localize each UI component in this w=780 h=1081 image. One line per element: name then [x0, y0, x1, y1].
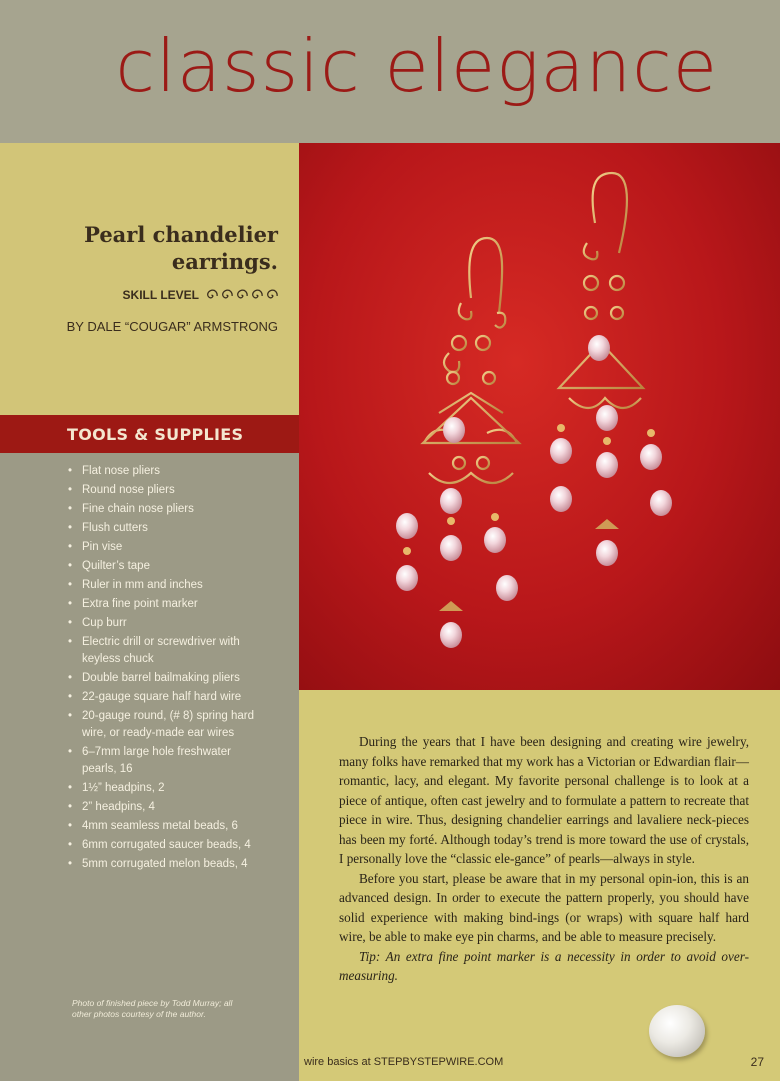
page-title: classic elegance [115, 24, 718, 108]
list-item: • Quilter’s tape [68, 558, 258, 575]
list-item: • Fine chain nose pliers [68, 501, 258, 518]
spiral-icon [205, 289, 218, 302]
skill-level-label: SKILL LEVEL [122, 288, 199, 302]
list-item: • 5mm corrugated melon beads, 4 [68, 856, 258, 873]
list-item: • Flush cutters [68, 520, 258, 537]
title-band [0, 0, 780, 143]
tools-panel [0, 453, 299, 1081]
list-item: • Pin vise [68, 539, 258, 556]
article-paragraph-1: During the years that I have been designing and creating wire jewelry, many folks have remarked that my work has a Victorian or Edwardian flair—romantic, lacy, and elegant. My favorite personal challenge is to look at a piece of antique, often cast jewelry and to formulate a pattern to recreate that piece in wire. Thus, designing chandelier earrings and lavaliere neck-pieces has been my forté. Although today’s trend is more toward the use of crystals, I personally love the “classic ele-gance” of pearls—always in style. [339, 734, 749, 866]
right-earring [559, 173, 651, 563]
article-panel [299, 690, 780, 1081]
skill-level [123, 288, 278, 302]
tools-header-label: TOOLS & SUPPLIES [67, 425, 244, 444]
article-tip: Tip: An extra fine point marker is a necessity in order to avoid over-measuring. [339, 948, 749, 983]
byline: BY DALE “COUGAR” ARMSTRONG [66, 319, 278, 334]
skill-level-spirals [205, 289, 278, 302]
list-item: • 22-gauge square half hard wire [68, 689, 258, 706]
pearl-decoration [649, 1005, 705, 1057]
list-item: • Extra fine point marker [68, 596, 258, 613]
right-earring-pearls [550, 335, 672, 566]
list-item: • 20-gauge round, (# 8) spring hard wire, or ready-made ear wires [68, 708, 258, 742]
photo-credit: Photo of finished piece by Todd Murray; all other photos courtesy of the author. [72, 998, 233, 1019]
list-item: • Electric drill or screwdriver with keyless chuck [68, 634, 258, 668]
earrings-photo [299, 143, 780, 690]
tools-list [68, 463, 258, 875]
project-title [18, 221, 278, 275]
footer-url: wire basics at STEPBYSTEPWIRE.COM [304, 1056, 504, 1068]
spiral-icon [235, 289, 248, 302]
project-title-line-1: Pearl chandelier [84, 222, 278, 247]
list-item: • 4mm seamless metal beads, 6 [68, 818, 258, 835]
intro-panel [0, 143, 299, 415]
list-item: • 6–7mm large hole freshwater pearls, 16 [68, 744, 258, 778]
list-item: • 6mm corrugated saucer beads, 4 [68, 837, 258, 854]
left-earring-pearls [396, 417, 518, 648]
earrings-illustration [299, 143, 780, 690]
list-item: • Flat nose pliers [68, 463, 258, 480]
list-item: • 2” headpins, 4 [68, 799, 258, 816]
project-title-line-2: earrings. [171, 249, 278, 274]
page-number: 27 [750, 1055, 764, 1069]
tools-header [0, 415, 299, 453]
list-item: • Ruler in mm and inches [68, 577, 258, 594]
list-item: • Cup burr [68, 615, 258, 632]
spiral-icon [220, 289, 233, 302]
article-body [339, 732, 749, 986]
spiral-icon [265, 289, 278, 302]
list-item: • 1½” headpins, 2 [68, 780, 258, 797]
list-item: • Double barrel bailmaking pliers [68, 670, 258, 687]
article-paragraph-2: Before you start, please be aware that in my personal opin-ion, this is an advanced design. In order to execute the pattern properly, you should have solid experience with making bind-ings (or wraps) with square half hard wire, be able to make eye pin charms, and be able to measure precisely. [339, 870, 749, 944]
spiral-icon [250, 289, 263, 302]
list-item: • Round nose pliers [68, 482, 258, 499]
